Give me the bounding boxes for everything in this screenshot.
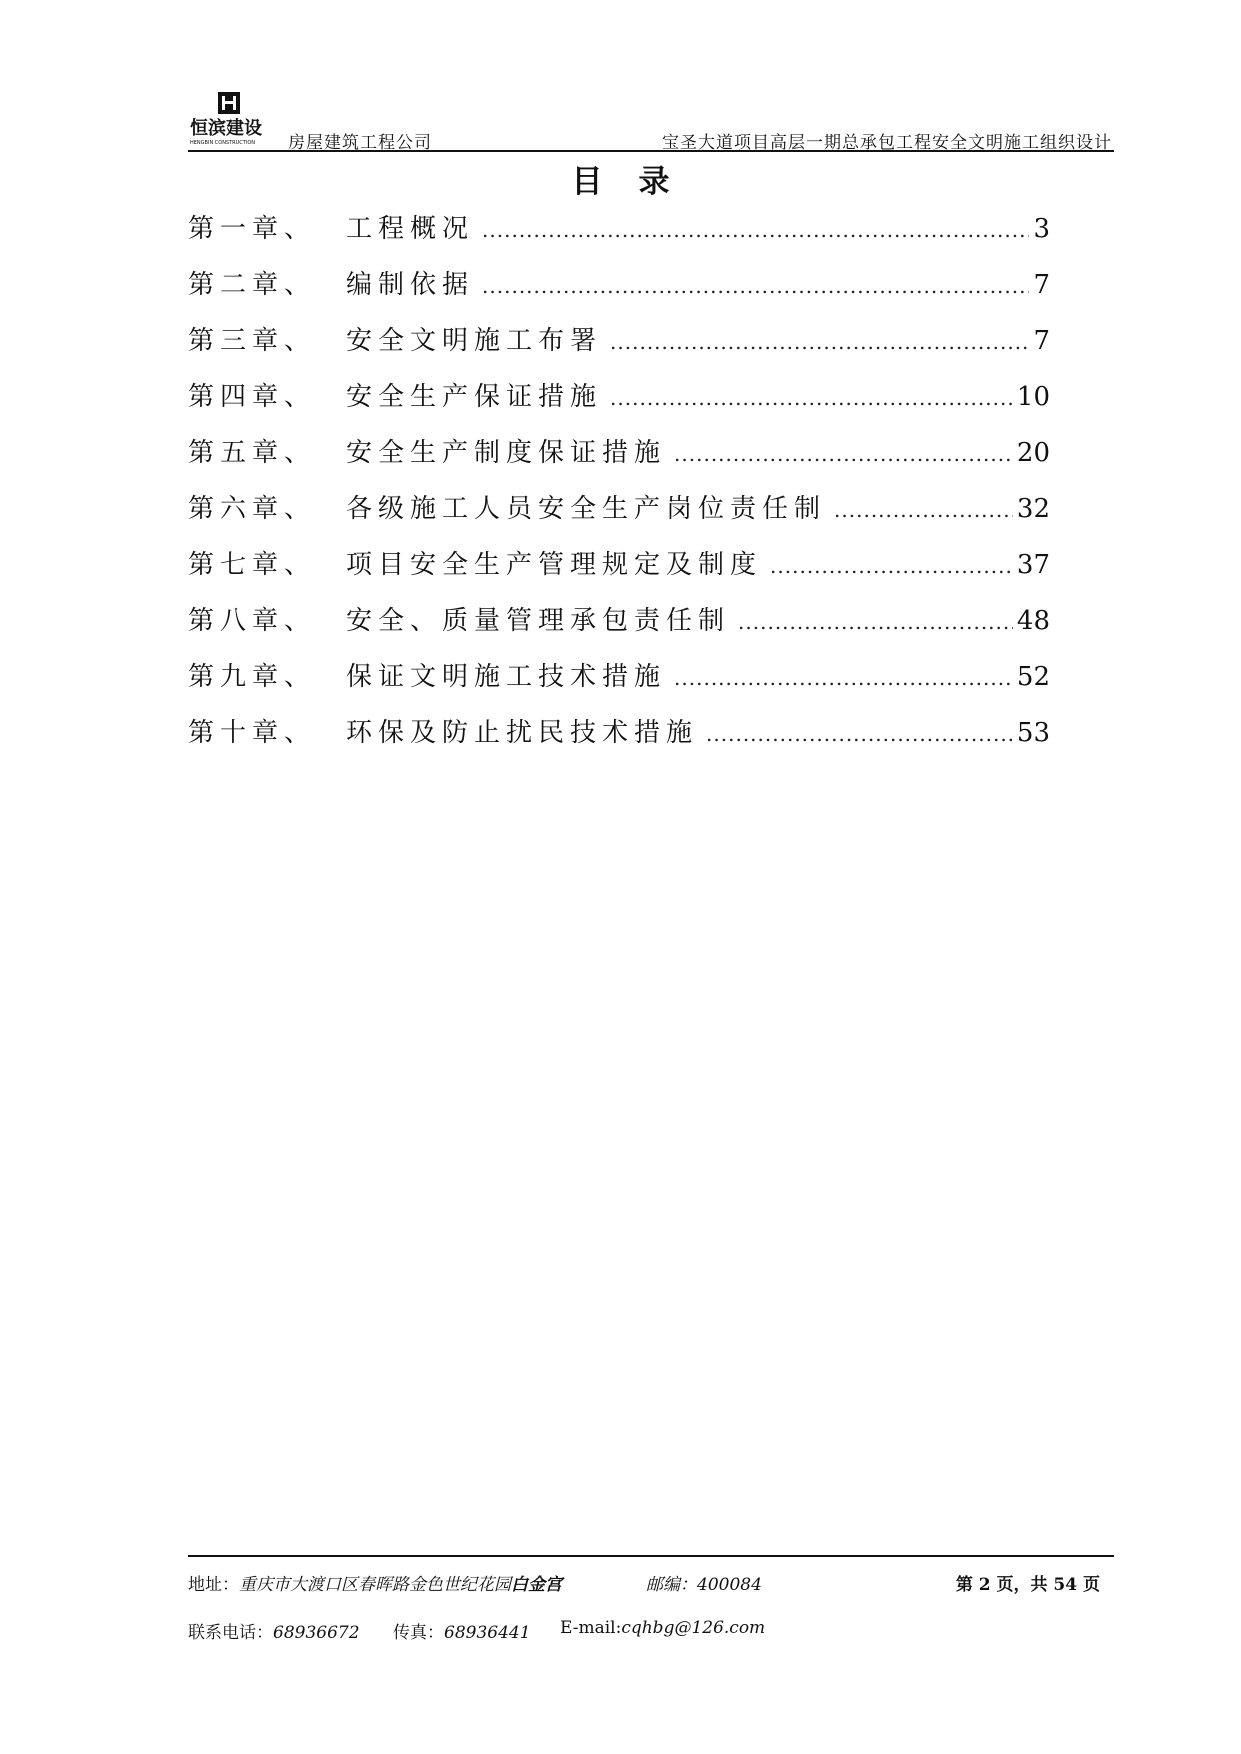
toc-page-number: 32 <box>1016 494 1050 524</box>
address-building: 白金宫 <box>511 1575 562 1595</box>
toc-page-number: 7 <box>1033 326 1050 356</box>
toc-entry[interactable] <box>188 600 1050 656</box>
email <box>560 1618 765 1638</box>
toc-entry[interactable] <box>188 320 1050 376</box>
toc-chapter-title: 保证文明施工技术措施 <box>346 662 667 692</box>
toc-chapter-number: 第六章、 <box>188 494 317 524</box>
toc-chapter-title: 安全生产保证措施 <box>346 382 603 412</box>
fax-value: 68936441 <box>444 1623 531 1643</box>
toc-chapter-number: 第三章、 <box>188 326 317 356</box>
toc-leader <box>674 442 1013 466</box>
phone-label: 联系电话： <box>188 1623 273 1643</box>
toc-page-number: 37 <box>1016 550 1050 580</box>
page-info: 第 2 页，共 54 页 <box>955 1575 1100 1595</box>
toc-chapter-title: 环保及防止扰民技术措施 <box>346 718 699 748</box>
footer-divider <box>188 1555 1114 1557</box>
footer-address-line <box>188 1570 1114 1595</box>
toc-leader <box>738 610 1013 634</box>
toc-entry[interactable] <box>188 208 1050 264</box>
project-title: 宝圣大道项目高层一期总承包工程安全文明施工组织设计 <box>662 133 1112 153</box>
toc-chapter-number: 第八章、 <box>188 606 317 636</box>
toc-entry[interactable] <box>188 432 1050 488</box>
toc-entry[interactable] <box>188 712 1050 768</box>
toc-chapter-title: 编制依据 <box>346 270 475 300</box>
toc-entry[interactable] <box>188 656 1050 712</box>
toc-chapter-number: 第五章、 <box>188 438 317 468</box>
toc-leader <box>674 666 1013 690</box>
toc-leader <box>610 386 1013 410</box>
logo-text: 恒滨建设 <box>190 118 262 139</box>
toc-chapter-title: 各级施工人员安全生产岗位责任制 <box>346 494 827 524</box>
toc-chapter-title: 项目安全生产管理规定及制度 <box>346 550 763 580</box>
postcode <box>646 1570 762 1595</box>
toc-page-number: 53 <box>1016 718 1050 748</box>
toc-chapter-number: 第九章、 <box>188 662 317 692</box>
company-name: 房屋建筑工程公司 <box>288 133 432 153</box>
toc-chapter-number: 第七章、 <box>188 550 317 580</box>
postcode-value: 400084 <box>697 1575 762 1595</box>
toc-chapter-number: 第一章、 <box>188 214 317 244</box>
toc-chapter-number: 第二章、 <box>188 270 317 300</box>
fax <box>393 1618 531 1643</box>
toc-entry[interactable] <box>188 544 1050 600</box>
toc-entry[interactable] <box>188 264 1050 320</box>
toc-leader <box>482 274 1029 298</box>
phone <box>188 1623 360 1643</box>
footer-contact-line <box>188 1618 1114 1643</box>
toc-entry[interactable] <box>188 488 1050 544</box>
hengbin-logo-icon <box>190 92 276 148</box>
toc-chapter-title: 工程概况 <box>346 214 475 244</box>
toc-chapter-title: 安全文明施工布署 <box>346 326 603 356</box>
logo-subtext: HENGBIN CONSTRUCTION <box>190 140 255 146</box>
postcode-label: 邮编： <box>646 1575 697 1595</box>
toc-chapter-title: 安全生产制度保证措施 <box>346 438 667 468</box>
page-header <box>188 92 1114 153</box>
toc-leader <box>834 498 1013 522</box>
phone-value: 68936672 <box>273 1623 360 1643</box>
toc-page-number: 7 <box>1033 270 1050 300</box>
toc-page-number: 3 <box>1033 214 1050 244</box>
toc-leader <box>610 330 1029 354</box>
toc-chapter-number: 第四章、 <box>188 382 317 412</box>
toc-chapter-title: 安全、质量管理承包责任制 <box>346 606 731 636</box>
company-logo <box>190 92 276 148</box>
toc-leader <box>770 554 1013 578</box>
toc-leader <box>482 218 1029 242</box>
toc-chapter-number: 第十章、 <box>188 718 317 748</box>
document-title: 目录 <box>571 164 706 200</box>
toc-leader <box>706 722 1013 746</box>
header-divider <box>188 150 1114 152</box>
address-label: 地址： <box>188 1575 239 1595</box>
table-of-contents <box>188 208 1050 768</box>
toc-page-number: 48 <box>1016 606 1050 636</box>
email-value[interactable]: cqhbg@126.com <box>621 1618 766 1638</box>
email-label: E-mail: <box>560 1618 622 1638</box>
toc-entry[interactable] <box>188 376 1050 432</box>
toc-page-number: 20 <box>1016 438 1050 468</box>
fax-label: 传真： <box>393 1623 444 1643</box>
toc-page-number: 52 <box>1016 662 1050 692</box>
toc-page-number: 10 <box>1016 382 1050 412</box>
address-text: 重庆市大渡口区春晖路金色世纪花园 <box>239 1575 511 1595</box>
